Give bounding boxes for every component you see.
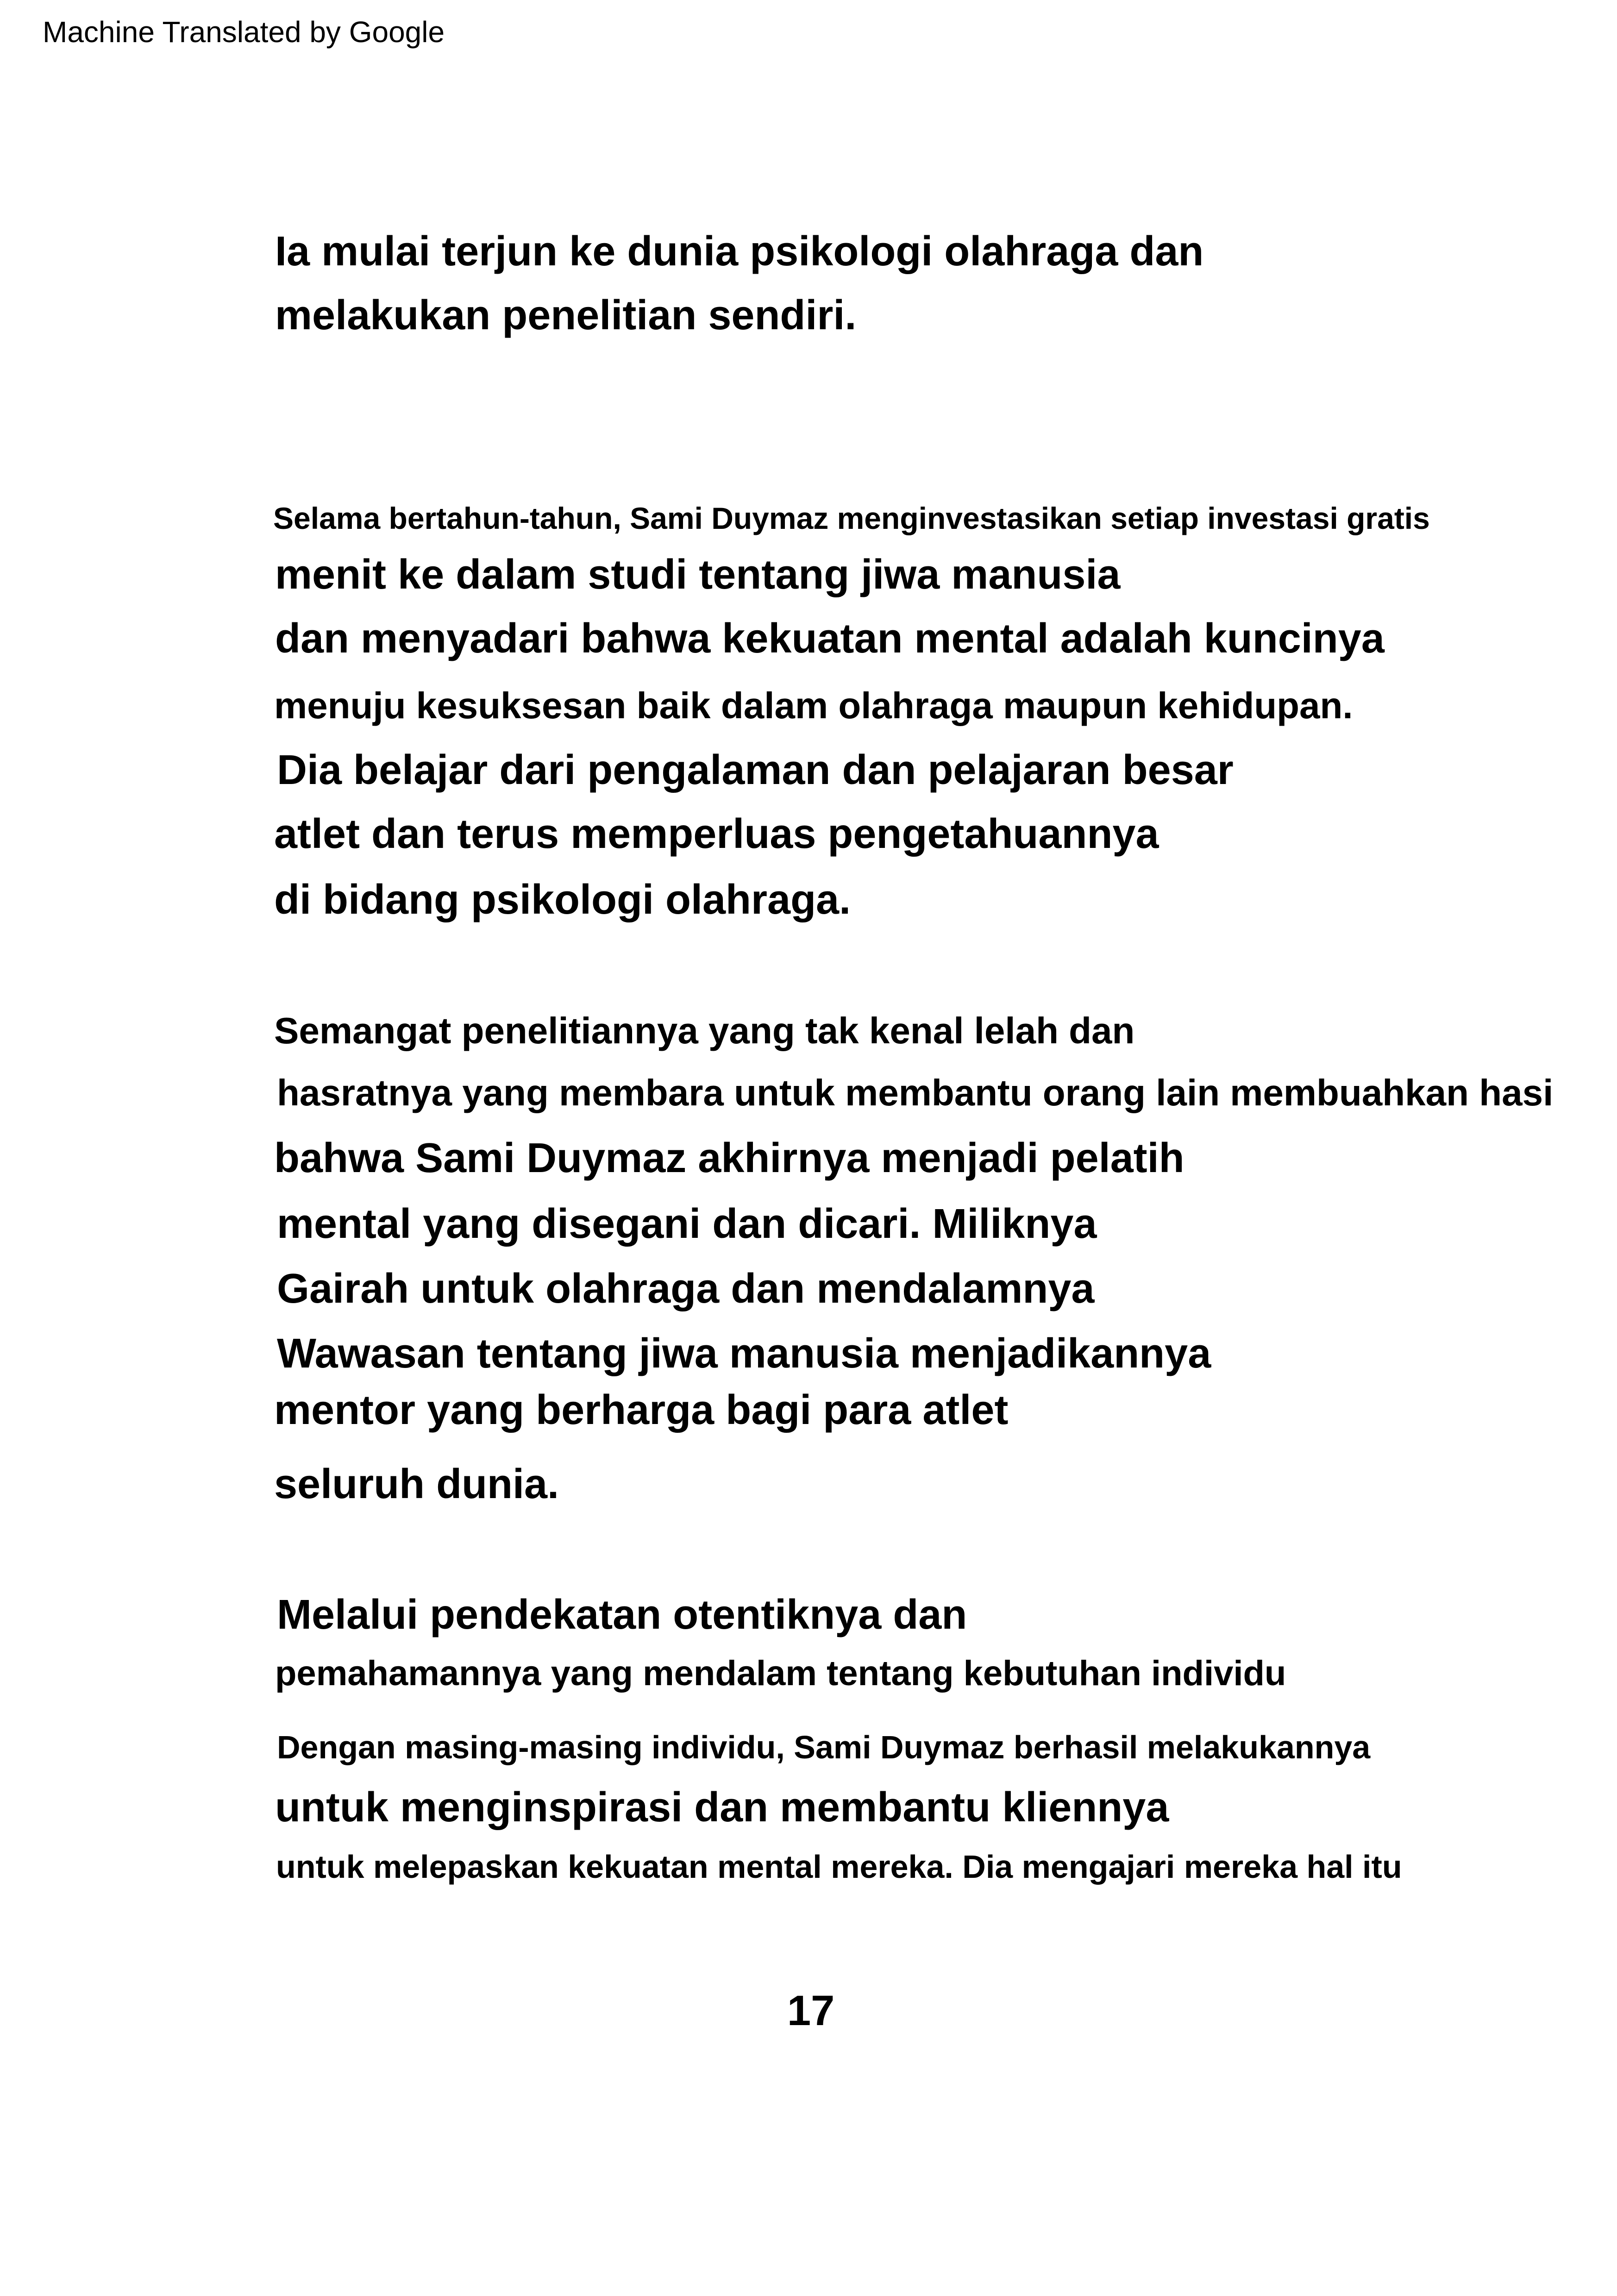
text-line: untuk menginspirasi dan membantu kliennya <box>275 1784 1169 1831</box>
text-line: mentor yang berharga bagi para atlet <box>274 1387 1009 1433</box>
text-line: Selama bertahun-tahun, Sami Duymaz menginvestasikan setiap investasi gratis <box>273 501 1430 535</box>
text-line: Gairah untuk olahraga dan mendalamnya <box>277 1266 1095 1312</box>
text-line: hasratnya yang membara untuk membantu orang lain membuahkan hasi <box>277 1072 1554 1113</box>
text-line: Dia belajar dari pengalaman dan pelajaran besar <box>277 747 1234 793</box>
text-line: pemahamannya yang mendalam tentang kebutuhan individu <box>275 1654 1286 1693</box>
text-line: mental yang disegani dan dicari. Miliknya <box>277 1201 1097 1247</box>
text-line: Melalui pendekatan otentiknya dan <box>277 1592 967 1638</box>
text-line: Semangat penelitiannya yang tak kenal lelah dan <box>274 1010 1135 1051</box>
text-line: menit ke dalam studi tentang jiwa manusia <box>275 552 1121 598</box>
text-line: Dengan masing-masing individu, Sami Duymaz berhasil melakukannya <box>277 1729 1371 1765</box>
text-line: melakukan penelitian sendiri. <box>275 292 857 339</box>
text-line: di bidang psikologi olahraga. <box>274 877 851 923</box>
text-line: Ia mulai terjun ke dunia psikologi olahraga dan <box>275 228 1204 275</box>
text-line: bahwa Sami Duymaz akhirnya menjadi pelatih <box>274 1135 1185 1181</box>
text-line: menuju kesuksesan baik dalam olahraga maupun kehidupan. <box>274 685 1353 726</box>
watermark-label: Machine Translated by Google <box>43 15 445 49</box>
text-line: untuk melepaskan kekuatan mental mereka. Dia mengajari mereka hal itu <box>276 1849 1402 1885</box>
text-line: seluruh dunia. <box>274 1461 559 1507</box>
text-line: atlet dan terus memperluas pengetahuannya <box>274 811 1159 857</box>
page-number: 17 <box>787 1987 835 2034</box>
text-line: Wawasan tentang jiwa manusia menjadikannya <box>277 1330 1211 1377</box>
text-line: dan menyadari bahwa kekuatan mental adalah kuncinya <box>275 615 1385 662</box>
